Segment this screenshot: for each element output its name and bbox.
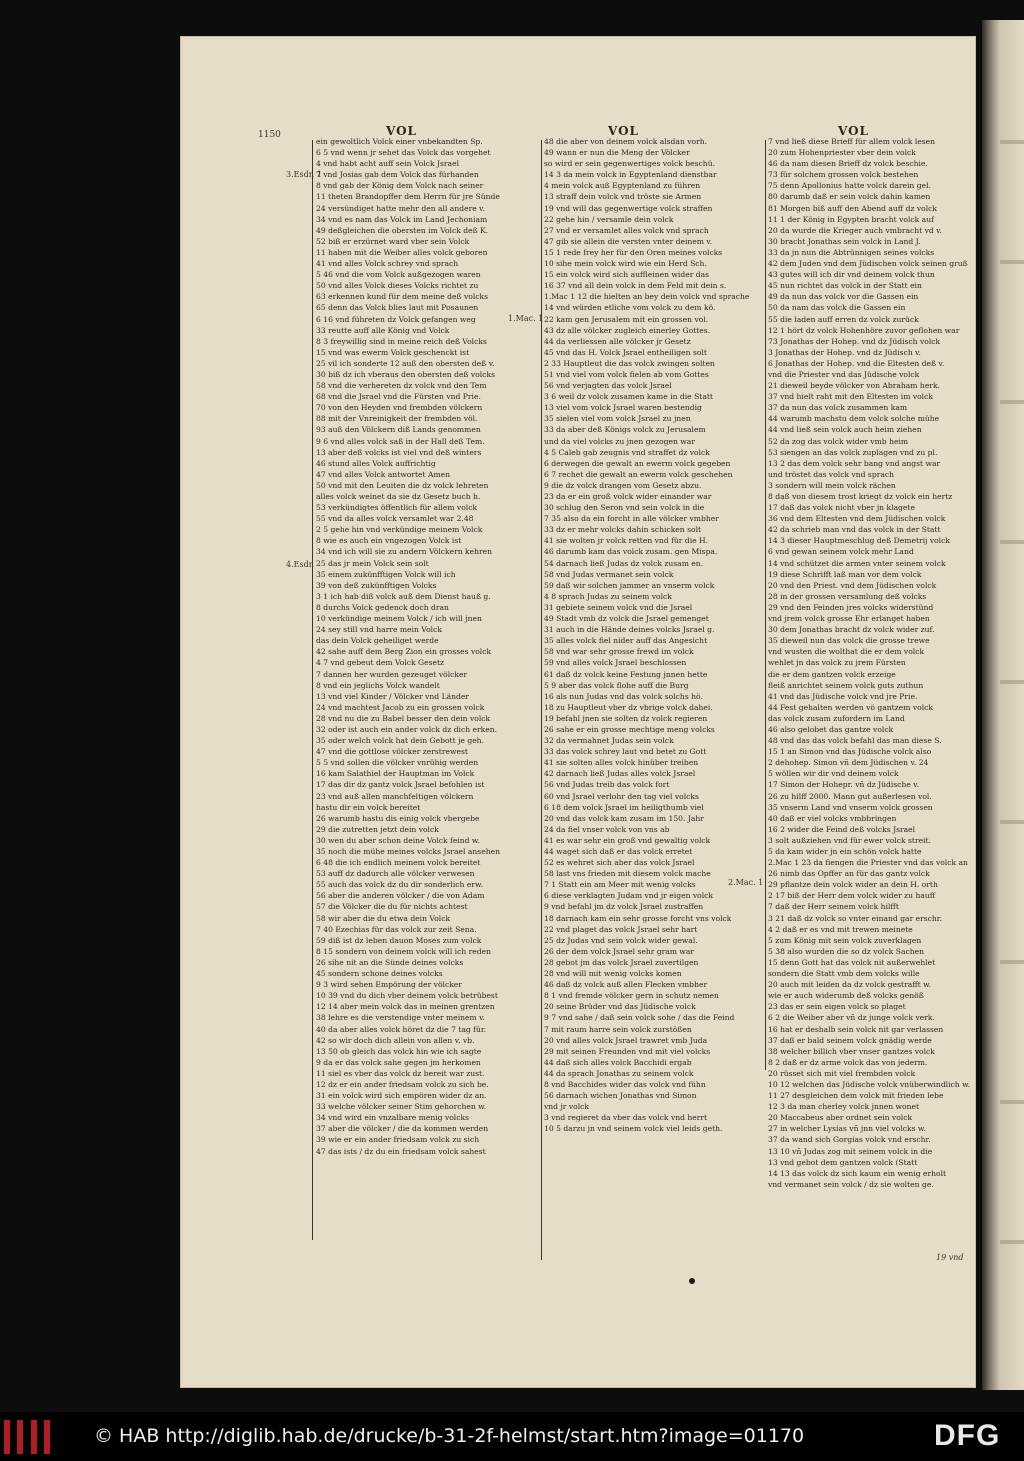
margin-reference: 4.Esdr.	[286, 560, 315, 569]
text-line: 22 gehe hin / versamle dein volck	[544, 214, 674, 224]
text-line: 8 daß von diesem trost kriegt dz volck ein hertz	[768, 492, 953, 501]
hab-logo-icon[interactable]	[4, 1420, 50, 1454]
text-line: vnd jr volck	[544, 1102, 589, 1112]
text-line: 30 biß dz ich vberaus den obersten deß volcks	[316, 369, 495, 379]
column-rule	[765, 140, 766, 1070]
text-line: 73 für solchem grossen volck bestehen	[768, 170, 919, 180]
text-line: 48 vnd das das volck befahl das man diese S.	[768, 736, 942, 746]
text-line: sondern die Statt vmb dem volcks wille	[768, 969, 920, 979]
text-line: 7 daß der Herr seinem volck hilfft	[768, 902, 899, 912]
text-line: 4 7 vnd gebeut dem Volck Gesetz	[316, 658, 445, 668]
text-line: 8 vnd Bacchides wider das volck vnd fühn	[544, 1079, 706, 1089]
text-line: 26 nimb das Opffer an für das gantz volck	[768, 869, 930, 879]
text-line: 26 sahe er ein grosse mechtige meng volcks	[544, 724, 715, 734]
text-line: 4 mein volck auß Egyptenland zu führen	[544, 181, 701, 191]
text-line: 18 zu Hauptleut vber dz vbrige volck dahei.	[544, 702, 713, 712]
text-line: 2 33 Hauptleut die das volck zwingen solten	[544, 358, 715, 368]
text-line: 65 denn das Volck blies laut mit Posaunen	[316, 303, 479, 313]
text-line: 35 oder welch volck hat dein Gebott je geh.	[316, 736, 484, 746]
text-line: 41 sie solten alles volck hinüber treiben	[544, 758, 699, 768]
text-line: 47 das ists / dz du ein friedsam volck sahest	[316, 1146, 486, 1156]
text-line: 26 der dem volck Jsrael sehr gram war	[544, 946, 695, 956]
text-line: 5 da kam wider jn ein schön volck hatte	[768, 847, 922, 856]
text-line: 7 1 Statt ein am Meer mit wenig volcks	[544, 880, 696, 890]
text-line: 50 vnd mit den Leuiten die dz volck lehreten	[316, 480, 489, 490]
text-line: 21 dieweil beyde völcker von Abraham herk.	[768, 381, 940, 391]
text-line: 61 daß dz volck keine Festung jnnen hette	[544, 669, 708, 679]
text-line: 35 dieweil nun das volck die grosse trewe	[768, 636, 930, 646]
text-line: 2 dehohep. Simon vñ dem Jüdischen v. 24	[768, 758, 929, 768]
text-line: 17 Simon der Hohepr. vñ dz Jüdische v.	[768, 780, 920, 790]
text-line: 7 35 also da ein forcht in alle völcker vmbher	[544, 514, 719, 524]
text-line: 54 darnach ließ Judas dz volck zusam en.	[544, 558, 704, 568]
text-line: 44 warumb machstu dem volck solche mühe	[768, 414, 940, 424]
text-line: hastu dir ein volck bereitet	[316, 802, 421, 812]
text-line: 42 da schrieb man vnd das volck in der Statt	[768, 525, 941, 535]
text-line: 24 versündiget hatte mehr den all andere v.	[316, 203, 485, 213]
text-line: 28 vnd will mit wenig volcks komen	[544, 969, 682, 979]
text-line: 10 sihe mein volck wird wie ein Herd Sch.	[544, 259, 707, 269]
text-line: 22 vnd plaget das volck Jsrael sehr hart	[544, 924, 698, 934]
text-line: 41 es war sehr ein groß vnd gewaltig volck	[544, 835, 711, 845]
text-line: 8 2 daß er dz arme volck das von jederm.	[768, 1057, 928, 1067]
text-line: und da viel volcks zu jnen gezogen war	[544, 436, 695, 446]
text-line: 13 straff dein volck vnd tröste sie Armen	[544, 192, 702, 202]
text-line: 34 vnd es nam das Volck im Land Jechoniam	[316, 214, 488, 224]
text-line: 42 dem Juden vnd dem Jüdischen volck seinen gruß	[768, 259, 968, 269]
text-line: 56 darnach wichen Jonathas vnd Simon	[544, 1091, 697, 1101]
text-line: 8 3 freywillig sind in meine reich deß Volcks	[316, 336, 487, 346]
text-line: das dein Volck geheiliget werde	[316, 636, 439, 646]
text-line: 56 vnd Judas treib das volck fort	[544, 780, 670, 790]
column-heading-1: VOL	[386, 124, 417, 138]
text-line: 55 auch das volck dz du dir sonderlich erw.	[316, 880, 483, 890]
text-line: 7 vnd Josias gab dem Volck das fürhanden	[316, 170, 479, 180]
text-line: 80 darumb daß er sein volck dahin kamen	[768, 192, 931, 202]
text-line: 32 da vermahnet Judas sein volck	[544, 736, 674, 746]
text-line: 31 gebiete seinem volck vnd die Jsrael	[544, 602, 693, 612]
text-line: 37 aber die völcker / die da kommen werden	[316, 1124, 489, 1134]
text-line: 40 daß er viel volcks vmbbringen	[768, 813, 897, 823]
text-line: 35 vnserm Land vnd vnserm volck grossen	[768, 802, 933, 812]
text-line: vnd jrem volck grosse Ehr erlanget haben	[768, 614, 930, 624]
text-column-3	[768, 136, 971, 1190]
text-line: 43 dz alle völcker zugleich einerley Gottes.	[544, 325, 711, 335]
text-line: 14 vnd schützet die armen vnter seinem volck	[768, 558, 946, 568]
margin-reference: 2.Mac. 1	[728, 878, 764, 887]
text-line: 15 1 rede frey her für den Oren meines volcks	[544, 247, 723, 257]
text-line: 58 vnd Judas vermanet sein volck	[544, 569, 674, 579]
text-line: 8 1 vnd fremde völcker gern in schutz nemen	[544, 991, 719, 1001]
text-line: 12 3 da man cherley volck jnnen wonet	[768, 1102, 920, 1112]
text-line: 47 vnd die gottlose völcker zerstrewest	[316, 747, 468, 757]
text-line: 5 9 aber das volck flohe auff die Burg	[544, 680, 689, 690]
text-line: vnd die Priester vnd das Jüdische volck	[768, 369, 920, 379]
text-line: 39 von deß zukünfftigen Volcks	[316, 580, 437, 590]
text-line: 60 vnd Jsrael verlohr den tag viel volcks	[544, 791, 699, 801]
text-line: 6 Jonathas der Hohep. vnd die Eltesten deß v.	[768, 358, 945, 368]
text-line: 35 einem zukünfftigen Volck will ich	[316, 569, 456, 579]
text-line: 42 sahe auff dem Berg Zion ein grosses volck	[316, 647, 492, 657]
text-line: 3 Jonathas der Hohep. vnd dz Jüdisch v.	[768, 347, 921, 357]
text-line: 29 mit seinen Freunden vnd mit viel volcks	[544, 1046, 711, 1056]
text-line: 73 Jonathas der Hohep. vnd dz Jüdisch volck	[768, 336, 941, 346]
text-line: 33 welche völcker seiner Stim gehorchen w.	[316, 1102, 487, 1112]
text-line: 47 gib sie allein die versten vnter deinem v.	[544, 236, 713, 246]
text-line: 44 Fest gehalten werden vö gantzem volck	[768, 702, 933, 712]
text-line: 41 vnd alles Volck schrey vnd sprach	[316, 259, 459, 269]
text-line: vnd vermanet sein volck / dz sie wolten ge.	[768, 1179, 934, 1189]
text-line: 5 wöllen wir dir vnd deinem volck	[768, 769, 899, 779]
text-line: 4 vnd habt acht auff sein Volck Jsrael	[316, 159, 460, 169]
catchword: 19 vnd	[936, 1253, 964, 1262]
ink-spot	[689, 1278, 695, 1284]
text-line: 53 siengen an das volck zuplagen vnd zu pl.	[768, 447, 938, 457]
text-line: 17 daß das volck nicht vber jn klagete	[768, 503, 915, 513]
text-line: 38 welcher billich vber vnser gantzes volck	[768, 1046, 935, 1056]
text-line: 45 nun richtet das volck in der Statt ein	[768, 281, 922, 291]
text-line: 93 auß den Völckern diß Lands genommen	[316, 425, 481, 435]
text-line: 52 biß er erzürnet ward vber sein Volck	[316, 236, 470, 246]
footer-bar	[0, 1412, 1024, 1461]
text-line: 46 da nam diesen Brieff dz volck beschie.	[768, 159, 928, 169]
text-line: 3 sondern will mein volck rächen	[768, 480, 896, 490]
text-line: 44 da sprach Jonathas zu seinem volck	[544, 1068, 694, 1078]
text-line: 6 18 dem volck Jsrael im heiligthumb viel	[544, 802, 704, 812]
text-line: wehlet jn das volck zu jrem Fürsten	[768, 658, 906, 668]
text-line: 68 vnd die Jsrael vnd die Fürsten vnd Prie.	[316, 392, 481, 402]
text-line: 34 vnd wird ein vnzalbare menig volcks	[316, 1113, 469, 1123]
text-line: 46 darumb kam das volck zusam. gen Mispa.	[544, 547, 718, 557]
text-line: 59 daß wir solchen jammer an vnserm volck	[544, 580, 715, 590]
text-line: 33 reutte auff alle König vnd Volck	[316, 325, 450, 335]
text-line: 49 Stadt vmb dz volck die Jsrael gemenget	[544, 614, 709, 624]
text-line: 24 vnd machtest Jacob zu ein grossen volck	[316, 702, 485, 712]
text-line: 42 so wir doch dich allein von allen v. vb.	[316, 1035, 475, 1045]
text-line: 4 5 Caleb gab zeugnis vnd straffet dz volck	[544, 447, 710, 457]
text-line: 11 1 der König in Egypten bracht volck auf	[768, 214, 934, 224]
text-line: 58 wir aber die du etwa dein Volck	[316, 913, 451, 923]
text-line: 11 siel es vber das volck dz bereit war zust.	[316, 1068, 485, 1078]
text-line: 33 das volck schrey laut vnd betet zu Gott	[544, 747, 707, 757]
text-line: 15 denn Gott hat das volck nit außerwehlet	[768, 957, 936, 967]
text-line: 59 diß ist dz leben dauon Moses zum volck	[316, 935, 482, 945]
text-line: 4 2 daß er es vnd mit trewen meinete	[768, 924, 913, 934]
text-line: 41 sie wolten jr volck retten vnd für die H.	[544, 536, 709, 546]
text-line: 3 vnd regieret da vber das volck vnd herrt	[544, 1113, 708, 1123]
text-line: 16 2 wider die Feind deß volcks Jsrael	[768, 824, 916, 834]
text-line: vnd wusten die wolthat die er dem volck	[768, 647, 925, 657]
text-line: 13 50 ob gleich das volck hin wie ich sagte	[316, 1046, 482, 1056]
text-line: 31 ein volck wird sich empören wider dz an.	[316, 1091, 487, 1101]
text-line: 27 in welcher Lysias vñ jnn viel volcks w.	[768, 1124, 926, 1134]
text-line: 20 seine Brüder vnd das Jüdische volck	[544, 1002, 696, 1012]
text-line: 10 verkündige meinem Volck / ich will jnen	[316, 614, 482, 624]
text-line: 10 12 welchen das Jüdische volck vnüberwindlich w.	[768, 1079, 971, 1089]
text-line: 37 da nun das volck zusammen kam	[768, 403, 908, 413]
text-line: 25 dz Judas vnd sein volck wider gewal.	[544, 935, 698, 945]
column-heading-2: VOL	[608, 124, 639, 138]
text-line: 5 zum König mit sein volck zuverklagen	[768, 935, 922, 945]
text-line: 16 37 vnd all dein volck in dem Feld mit dein s.	[544, 281, 727, 291]
text-line: 19 diese Schrifft laß man vor dem volck	[768, 569, 922, 579]
column-rule	[541, 140, 542, 1260]
text-line: 30 schlug den Seron vnd sein volck in die	[544, 503, 705, 513]
text-line: 19 vnd will das gegenwertige volck straffen	[544, 203, 713, 213]
text-line: 6 vnd gewan seinem volck mehr Land	[768, 547, 914, 557]
text-line: 44 vnd ließ sein volck auch heim ziehen	[768, 425, 922, 435]
text-line: 9 7 vnd sahe / daß sein volck sohe / das die Feind	[544, 1013, 735, 1023]
text-line: 20 vnd das volck kam zusam im 150. Jahr	[544, 813, 704, 823]
text-column-1	[316, 136, 502, 1157]
text-line: 33 dz er mehr volcks dahin schicken solt	[544, 525, 702, 535]
text-line: 17 das dir dz gantz volck Jsrael befohlen ist	[316, 780, 485, 790]
text-line: 49 wann er nun die Meng der Völcker	[544, 148, 690, 158]
text-line: 43 gutes will ich dir vnd deinem volck thun	[768, 270, 935, 280]
text-line: 7 dannen her wurden gezeuget völcker	[316, 669, 468, 679]
text-line: 37 daß er bald seinem volck gnädig werde	[768, 1035, 932, 1045]
text-line: 45 sondern schone deines volcks	[316, 969, 443, 979]
text-line: 2 5 gehe hin vnd verkündige meinem Volck	[316, 525, 483, 535]
text-line: 59 vnd alles volck Jsrael beschlossen	[544, 658, 687, 668]
text-line: 58 vnd war sehr grosse frewd im volck	[544, 647, 694, 657]
text-line: 50 vnd alles Volck dieses Volcks richtet zu	[316, 281, 479, 291]
text-line: 6 48 die ich endlich meinem volck bereitet	[316, 858, 481, 868]
text-line: 23 das er sein eigen volck so plaget	[768, 1002, 906, 1012]
text-line: 14 vnd würden etliche vom volck zu dem kö.	[544, 303, 716, 313]
text-line: 28 in der grossen versamlung deß volcks	[768, 591, 927, 601]
text-line: 50 da nam das volck die Gassen ein	[768, 303, 906, 313]
text-line: 20 zum Hohenpriester vber dein volck	[768, 148, 916, 158]
text-line: 19 befahl jnen sie solten dz volck regieren	[544, 713, 708, 723]
text-line: 57 die Völcker die du für nichts achtest	[316, 902, 468, 912]
text-line: 23 vnd auß allen manchfeltigen völckern	[316, 791, 474, 801]
text-line: 3 6 weil dz volck zusamen kame in die Statt	[544, 392, 713, 402]
text-line: 13 2 das dem volck sehr bang vnd angst war	[768, 458, 941, 468]
text-line: 8 vnd ein jeglichs Volck wandelt	[316, 680, 440, 690]
text-line: 46 stund alles Volck auffrichtig	[316, 458, 436, 468]
text-line: 51 vnd viel vom volck fielen ab vom Gottes	[544, 369, 709, 379]
column-heading-3: VOL	[838, 124, 869, 138]
text-line: 35 alles volck fiel nider auff das Angesicht	[544, 636, 708, 646]
text-line: 8 durchs Volck gedenck doch dran	[316, 602, 449, 612]
text-line: 25 vil ich sonderte 12 auß den obersten deß v.	[316, 358, 495, 368]
text-line: 31 auch in die Hände deines volcks Jsrael g.	[544, 625, 715, 635]
text-line: 7 vnd ließ diese Brieff für allem volck lesen	[768, 137, 936, 146]
text-line: 2 17 biß der Herr dem volck wider zu hauff	[768, 891, 936, 901]
text-line: 25 das jr mein Volck sein solt	[316, 558, 429, 568]
page-number: 1150	[258, 130, 281, 140]
text-line: 9 die dz volck drangen vom Gesetz abzu.	[544, 480, 702, 490]
text-line: 6 16 vnd führeten dz Volck gefangen weg	[316, 314, 476, 324]
text-line: 23 da er ein groß volck wider einander war	[544, 492, 712, 501]
text-line: 58 vnd die verhereten dz volck vnd den Tem	[316, 381, 487, 391]
text-line: 3 solt außziehen vnd für ewer volck streit.	[768, 835, 931, 845]
text-line: 9 vnd befahl jm dz volck Jsrael zustraffen	[544, 902, 704, 912]
text-line: 29 vnd den Feinden jres volcks widerstünd	[768, 602, 934, 612]
text-line: 10 5 darzu jn vnd seinem volck viel leids geth.	[544, 1124, 723, 1134]
text-line: 47 vnd alles Volck antwortet Amen	[316, 469, 451, 479]
text-line: 16 hat er deshalb sein volck nit gar verlassen	[768, 1024, 944, 1034]
text-line: 24 da fiel vnser volck von vns ab	[544, 824, 670, 834]
text-line: 32 oder ist auch ein ander volck dz dich erken.	[316, 724, 498, 734]
text-line: 53 auff dz dadurch alle völcker verwesen	[316, 869, 475, 879]
text-line: 35 sielen viel vom volck Jsrael zu jnen	[544, 414, 691, 424]
text-line: 28 gebot jm das volck Jsrael zuvertilgen	[544, 957, 699, 967]
text-line: 20 vnd alles volck Jsrael trawret vmb Juda	[544, 1035, 708, 1045]
text-line: 44 daß sich alles volck Bacchidi ergab	[544, 1057, 692, 1067]
text-line: 46 also gelobet das gantze volck	[768, 724, 894, 734]
text-line: alles volck weinet da sie dz Gesetz buch h.	[316, 492, 481, 501]
text-line: 6 5 vnd wenn jr sehet das Volck das vorgehet	[316, 148, 491, 158]
text-line: 8 vnd gab der König dem Volck nach seiner	[316, 181, 484, 191]
text-line: 34 vnd ich will sie zu andern Völckern kehren	[316, 547, 493, 557]
text-line: 7 mit raum harre sein volck zurstößen	[544, 1024, 692, 1034]
text-line: 6 2 die Weiber aber vñ dz junge volck verk.	[768, 1013, 935, 1023]
text-line: 52 da zog das volck wider vmb heim	[768, 436, 909, 446]
text-line: und tröstet das volck vnd sprach	[768, 469, 894, 479]
margin-reference: 1.Mac. 1	[508, 314, 544, 323]
text-line: das volck zusam zufordern im Land	[768, 713, 905, 723]
text-line: 27 vnd er versamlet alles volck vnd sprach	[544, 225, 709, 235]
adjacent-page-edge	[982, 20, 1024, 1390]
text-line: 40 da aber alles volck höret dz die 7 tag für.	[316, 1024, 487, 1034]
text-line: 13 10 vñ Judas zog mit seinem volck in die	[768, 1146, 933, 1156]
text-line: 9 da er das volck sahe gegen jm herkomen	[316, 1057, 481, 1067]
text-line: 46 daß dz volck auß allen Flecken vmbher	[544, 980, 708, 990]
text-line: 13 aber deß volcks ist viel vnd deß winters	[316, 447, 482, 457]
text-line: 26 zu hilff 2000. Mann gut außerlesen vol.	[768, 791, 932, 801]
text-line: 88 mit der Vnreinigkeit der frembden völ.	[316, 414, 478, 424]
text-line: 81 Morgen biß auff den Abend auff dz volck	[768, 203, 938, 213]
text-line: 20 auch mit leiden da dz volck gestrafft w.	[768, 980, 932, 990]
text-line: 9 6 vnd alles volck saß in der Hall deß Tem.	[316, 436, 485, 446]
text-line: 53 verkündigtes öffentlich für allem volck	[316, 503, 478, 513]
text-line: 13 vnd gebot dem gantzen volck (Statt	[768, 1157, 918, 1167]
text-line: 30 dem Jonathas bracht dz volck wider zuf.	[768, 625, 935, 635]
text-line: 70 von den Heyden vnd frembden völckern	[316, 403, 483, 413]
text-line: 63 erkennen kund für dem meine deß volcks	[316, 292, 489, 302]
text-line: 11 27 desgleichen dem volck mit frieden lebe	[768, 1091, 944, 1101]
text-line: 5 38 also wurden die so dz volck Sachen	[768, 946, 925, 956]
permalink-text[interactable]: © HAB http://diglib.hab.de/drucke/b-31-2f-helmst/start.htm?image=01170	[94, 1425, 805, 1447]
text-line: 11 theten Brandopffer dem Herrn für jre Sünde	[316, 192, 500, 202]
text-line: 7 40 Ezechias für das volck zur zeit Sena.	[316, 924, 477, 934]
text-line: 33 da aber deß Königs volck zu Jerusalem	[544, 425, 706, 435]
text-line: 30 wen du aber schon deine Volck feind w.	[316, 835, 480, 845]
text-line: 58 last vns frieden mit diesem volck mache	[544, 869, 711, 879]
text-line: 12 1 hört dz volck Hohenhöre zuvor geflohen war	[768, 325, 960, 335]
text-line: 45 vnd das H. Volck Jsrael entheiligen solt	[544, 347, 707, 357]
text-line: 29 pflantze dein volck wider an dein H. orth	[768, 880, 938, 890]
text-line: 29 die zutretten jetzt dein volck	[316, 824, 439, 834]
text-line: 28 vnd nu die zu Babel besser den dein volck	[316, 713, 491, 723]
text-line: 15 vnd was ewerm Volck geschenckt ist	[316, 347, 470, 357]
text-line: 16 kam Salathiel der Hauptman im Volck	[316, 769, 475, 779]
text-line: 55 die laden auff erren dz volck zurück	[768, 314, 919, 324]
text-line: 8 wie es auch ein vngezogen Volck ist	[316, 536, 462, 546]
text-line: 5 5 vnd sollen die völcker vnrühig werden	[316, 758, 479, 768]
text-line: fleiß anrichtet seinem volck guts zuthun	[768, 680, 924, 690]
text-line: 4 8 sprach Judas zu seinem volck	[544, 591, 672, 601]
text-line: 26 sihe nit an die Sünde deines volcks	[316, 957, 464, 967]
text-line: 13 viel vom volck Jsrael waren bestendig	[544, 403, 702, 413]
text-line: 14 13 das volck dz sich kaum ein wenig erholt	[768, 1168, 947, 1178]
text-line: 26 warumb hastu dis einig volck vbergebe	[316, 813, 480, 823]
margin-reference: 3.Esdr. 1	[286, 170, 322, 179]
text-line: 38 lehre es die verstendige vnter meinem v.	[316, 1013, 485, 1023]
text-line: 6 7 rechet die gewalt an ewerm volck geschehen	[544, 469, 733, 479]
text-line: 42 darnach ließ Judas alles volck Jsrael	[544, 769, 696, 779]
text-line: 41 vnd das Jüdische volck vnd jre Prie.	[768, 691, 918, 701]
text-line: 3 1 ich hab diß volck auß dem Dienst hauß g.	[316, 591, 491, 601]
text-line: wie er auch widerumb deß volcks genöß	[768, 991, 924, 1001]
text-line: ein gewoltlich Volck einer vnbekandten Sp.	[316, 137, 483, 146]
text-line: 15 1 an Simon vnd das Jüdische volck also	[768, 747, 932, 757]
text-line: 56 aber die anderen völcker / die von Adam	[316, 891, 485, 901]
text-line: 6 diese verklagten Judam vnd jr eigen volck	[544, 891, 714, 901]
text-line: 14 3 da mein volck in Egyptenland dienstbar	[544, 170, 717, 180]
text-line: 44 waget sich daß er das volck erretet	[544, 847, 693, 856]
text-line: 20 da wurde die Krieger auch vmbracht vd v.	[768, 225, 942, 235]
text-line: 37 da wand sich Gorgias volck vnd erschr.	[768, 1135, 931, 1145]
text-line: 9 3 wird sehen Empörung der völcker	[316, 980, 462, 990]
text-line: 52 es wehret sich aber das volck Jsrael	[544, 858, 695, 868]
text-line: 20 Maccabeus aber ordnet sein volck	[768, 1113, 913, 1123]
text-line: 8 15 sondern von deinem volck will ich reden	[316, 946, 492, 956]
text-line: die er dem gantzen volck erzeige	[768, 669, 896, 679]
text-line: 24 sey still vnd harre mein Volck	[316, 625, 442, 635]
text-line: 12 dz er ein ander friedsam volck zu sich be.	[316, 1079, 489, 1089]
text-line: 5 46 vnd die vom Volck außgezogen waren	[316, 270, 481, 280]
text-line: 16 als nun Judas vnd das volck solchs hö.	[544, 691, 703, 701]
text-line: 18 darnach kam ein sehr grosse forcht vns volck	[544, 913, 732, 923]
text-line: 3 21 daß dz volck so vnter einand gar erschr.	[768, 913, 942, 923]
text-line: 22 kam gen Jerusalem mit ein grossen vol.	[544, 314, 709, 324]
text-line: 55 vnd da alles volck versamlet war 2.48	[316, 514, 474, 524]
text-line: 37 vnd hielt raht mit den Eltesten im volck	[768, 392, 933, 402]
text-line: 1.Mac 1 12 die hielten an bey dein volck vnd sprache	[544, 292, 750, 302]
text-line: 2.Mac 1 23 da fiengen die Priester vnd das volck an	[768, 858, 968, 868]
text-line: 49 deßgleichen die obersten im Volck deß K.	[316, 225, 489, 235]
text-line: 20 vnd den Priest. vnd dem Jüdischen volck	[768, 580, 937, 590]
text-line: 10 39 vnd du dich vber deinem volck betrübest	[316, 991, 498, 1001]
text-line: 35 noch die mühe meines volcks Jsrael ansehen	[316, 847, 500, 856]
text-line: 75 denn Apollonius hatte volck darein gel.	[768, 181, 931, 191]
text-line: 56 vnd verjagten das volck Jsrael	[544, 381, 672, 391]
text-line: 6 derwegen die gewalt an ewerm volck gegeben	[544, 458, 731, 468]
text-line: 39 wie er ein ander friedsam volck zu sich	[316, 1135, 480, 1145]
text-line: 15 ein volck wird sich auffleinen wider das	[544, 270, 710, 280]
text-line: 49 da nun das volck vor die Gassen ein	[768, 292, 919, 302]
text-line: 14 3 dieser Hauptmeschlug deß Demetrij volck	[768, 536, 950, 546]
text-line: 30 bracht Jonathas sein volck in Land J.	[768, 236, 921, 246]
text-line: 20 rüsset sich mit viel frembden volck	[768, 1068, 916, 1078]
column-rule	[312, 140, 313, 1240]
text-line: 44 da verliessen alle völcker jr Gesetz	[544, 336, 691, 346]
text-line: 12 14 aber mein volck das in meinen grentzen	[316, 1002, 495, 1012]
text-line: 36 vnd dem Eltesten vnd dem Jüdischen volck	[768, 514, 946, 524]
text-line: so wird er sein gegenwertiges volck beschü.	[544, 159, 716, 169]
text-line: 13 vnd viel Kinder / Völcker vnd Länder	[316, 691, 470, 701]
text-line: 48 die aber von deinem volck alsdan vorh.	[544, 137, 708, 146]
text-line: 11 haben mit die Weiber alles volck geboren	[316, 247, 488, 257]
text-line: 33 da jn nun die Abtrünnigen seines volcks	[768, 247, 935, 257]
dfg-logo[interactable]: DFG	[934, 1419, 1001, 1452]
